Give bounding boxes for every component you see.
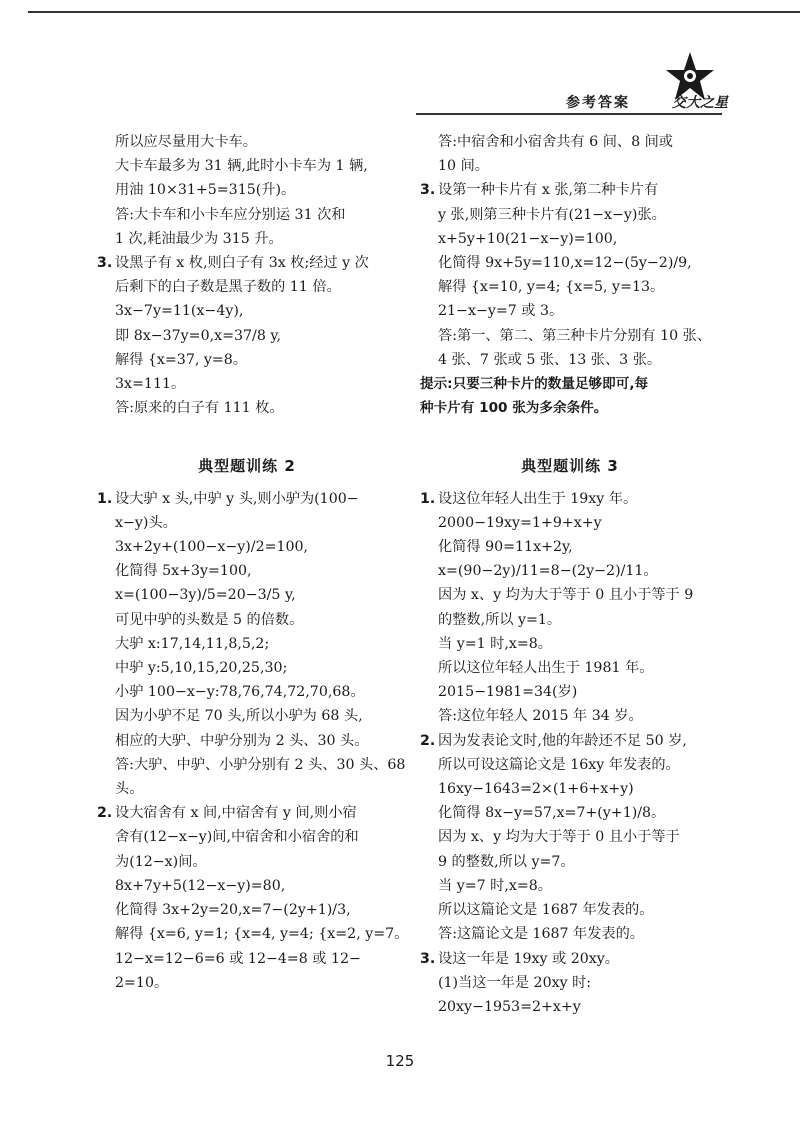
page-number: 125 xyxy=(385,1052,415,1070)
text-line: 设黑子有 x 枚,则白子有 3x 枚;经过 y 次 xyxy=(115,255,369,272)
text-line: 2=10。 xyxy=(115,974,169,991)
text-line: 大卡车最多为 31 辆,此时小卡车为 1 辆, xyxy=(115,158,368,175)
text-line: 设大宿舍有 x 间,中宿舍有 y 间,则小宿 xyxy=(115,805,357,822)
text-line: 9 的整数,所以 y=7。 xyxy=(438,853,575,870)
hint-note xyxy=(420,372,720,420)
hint-line: 种卡片有 100 张为多余条件。 xyxy=(420,400,608,417)
text-line: 化简得 5x+3y=100, xyxy=(115,563,252,580)
text-line: 设这一年是 19xy 或 20xy。 xyxy=(438,950,619,967)
text-line: (1)当这一年是 20xy 时: xyxy=(438,974,592,991)
text-line: 2015−1981=34(岁) xyxy=(438,684,578,701)
text-line: 3x=111。 xyxy=(115,376,186,393)
problem-number: 1. xyxy=(420,490,436,507)
text-line: 化简得 3x+2y=20,x=7−(2y+1)/3, xyxy=(115,902,351,919)
text-line: 设大驴 x 头,中驴 y 头,则小驴为(100− xyxy=(115,490,359,507)
header-rule xyxy=(416,113,722,115)
section-title-3: 典型题训练 3 xyxy=(521,457,619,476)
text-line: 所以可设这篇论文是 16xy 年发表的。 xyxy=(438,756,680,773)
text-line: 所以应尽量用大卡车。 xyxy=(115,134,257,150)
text-line: 大驴 x:17,14,11,8,5,2; xyxy=(115,635,270,652)
text-line: y 张,则第三种卡片有(21−x−y)张。 xyxy=(438,206,666,223)
text-line: 设这位年轻人出生于 19xy 年。 xyxy=(438,490,638,507)
text-line: 答:这篇论文是 1687 年发表的。 xyxy=(438,926,644,943)
text-line: 3x−7y=11(x−4y), xyxy=(115,303,244,320)
text-line: 后剩下的白子数是黑子数的 11 倍。 xyxy=(115,279,341,296)
text-line: 当 y=1 时,x=8。 xyxy=(438,635,552,652)
logo-text: 交大之星 xyxy=(672,95,728,111)
problem-number: 3. xyxy=(420,950,436,967)
left-continued xyxy=(97,130,397,251)
text-line: 解得 {x=6, y=1; {x=4, y=4; {x=2, y=7。 xyxy=(115,926,409,943)
text-line: 答:中宿舍和小宿舍共有 6 间、8 间或 xyxy=(438,134,673,150)
right-problem-2 xyxy=(420,729,720,947)
text-line: 可见中驴的头数是 5 的倍数。 xyxy=(115,611,304,628)
left-column xyxy=(97,130,409,995)
text-line: 设第一种卡片有 x 张,第二种卡片有 xyxy=(438,182,659,199)
text-line: 所以这位年轻人出生于 1981 年。 xyxy=(438,660,654,677)
text-line: 12−x=12−6=6 或 12−4=8 或 12− xyxy=(115,950,361,967)
text-line: 答:大卡车和小卡车应分别运 31 次和 xyxy=(115,206,346,223)
text-line: 2000−19xy=1+9+x+y xyxy=(438,514,602,531)
text-line: 8x+7y+5(12−x−y)=80, xyxy=(115,877,286,894)
text-line: 化简得 9x+5y=110,x=12−(5y−2)/9, xyxy=(438,255,692,272)
text-line: 相应的大驴、中驴分别为 2 头、30 头。 xyxy=(115,732,369,749)
text-line: 化简得 8x−y=57,x=7+(y+1)/8。 xyxy=(438,805,666,822)
text-line: 21−x−y=7 或 3。 xyxy=(438,303,564,320)
text-line: 4 张、7 张或 5 张、13 张、3 张。 xyxy=(438,351,662,368)
problem-number: 3. xyxy=(420,182,436,199)
text-line: x−y)头。 xyxy=(115,514,177,531)
text-line: x+5y+10(21−x−y)=100, xyxy=(438,230,618,247)
top-rule xyxy=(28,11,800,13)
text-line: 化简得 90=11x+2y, xyxy=(438,539,573,556)
text-line: 为(12−x)间。 xyxy=(115,853,207,870)
right-problem-3 xyxy=(420,178,720,372)
right-continued xyxy=(420,130,720,178)
text-line: x=(90−2y)/11=8−(2y−2)/11。 xyxy=(438,563,658,580)
text-line: 即 8x−37y=0,x=37/8 y, xyxy=(115,327,282,344)
header-label: 参考答案 xyxy=(566,95,630,111)
text-line: 解得 {x=10, y=4; {x=5, y=13。 xyxy=(438,279,665,296)
problem-number: 1. xyxy=(97,490,113,507)
text-line: 答:原来的白子有 111 枚。 xyxy=(115,400,284,417)
text-line: 3x+2y+(100−x−y)/2=100, xyxy=(115,539,309,556)
text-line: 10 间。 xyxy=(438,158,489,175)
text-line: 因为 x、y 均为大于等于 0 且小于等于 xyxy=(438,829,680,846)
problem-number: 2. xyxy=(420,732,436,749)
text-line: 舍有(12−x−y)间,中宿舍和小宿舍的和 xyxy=(115,829,359,846)
right-column xyxy=(420,130,720,1019)
left-problem-2 xyxy=(97,801,409,995)
text-line: 20xy−1953=2+x+y xyxy=(438,998,581,1015)
text-line: 解得 {x=37, y=8。 xyxy=(115,351,247,368)
left-problem-3 xyxy=(97,251,397,420)
problem-number: 2. xyxy=(97,805,113,822)
right-problem-1 xyxy=(420,487,720,729)
left-problem-1 xyxy=(97,487,406,802)
text-line: 因为小驴不足 70 头,所以小驴为 68 头, xyxy=(115,708,363,725)
text-line: x=(100−3y)/5=20−3/5 y, xyxy=(115,587,296,604)
right-problem-3b xyxy=(420,947,720,1020)
section-title-2: 典型题训练 2 xyxy=(198,457,296,476)
text-line: 当 y=7 时,x=8。 xyxy=(438,877,552,894)
text-line: 答:这位年轻人 2015 年 34 岁。 xyxy=(438,708,643,725)
text-line: 小驴 100−x−y:78,76,74,72,70,68。 xyxy=(115,684,365,701)
text-line: 头。 xyxy=(115,781,144,798)
text-line: 因为 x、y 均为大于等于 0 且小于等于 9 xyxy=(438,587,694,604)
problem-number: 3. xyxy=(97,255,113,272)
text-line: 的整数,所以 y=1。 xyxy=(438,611,562,628)
text-line: 所以这篇论文是 1687 年发表的。 xyxy=(438,902,654,919)
text-line: 1 次,耗油最少为 315 升。 xyxy=(115,230,283,247)
text-line: 因为发表论文时,他的年龄还不足 50 岁, xyxy=(438,732,687,749)
text-line: 16xy−1643=2×(1+6+x+y) xyxy=(438,781,634,798)
text-line: 答:第一、第二、第三种卡片分别有 10 张、 xyxy=(438,327,712,344)
text-line: 中驴 y:5,10,15,20,25,30; xyxy=(115,660,288,677)
text-line: 答:大驴、中驴、小驴分别有 2 头、30 头、68 xyxy=(115,756,406,773)
hint-line: 提示:只要三种卡片的数量足够即可,每 xyxy=(420,376,649,393)
text-line: 用油 10×31+5=315(升)。 xyxy=(115,182,296,199)
